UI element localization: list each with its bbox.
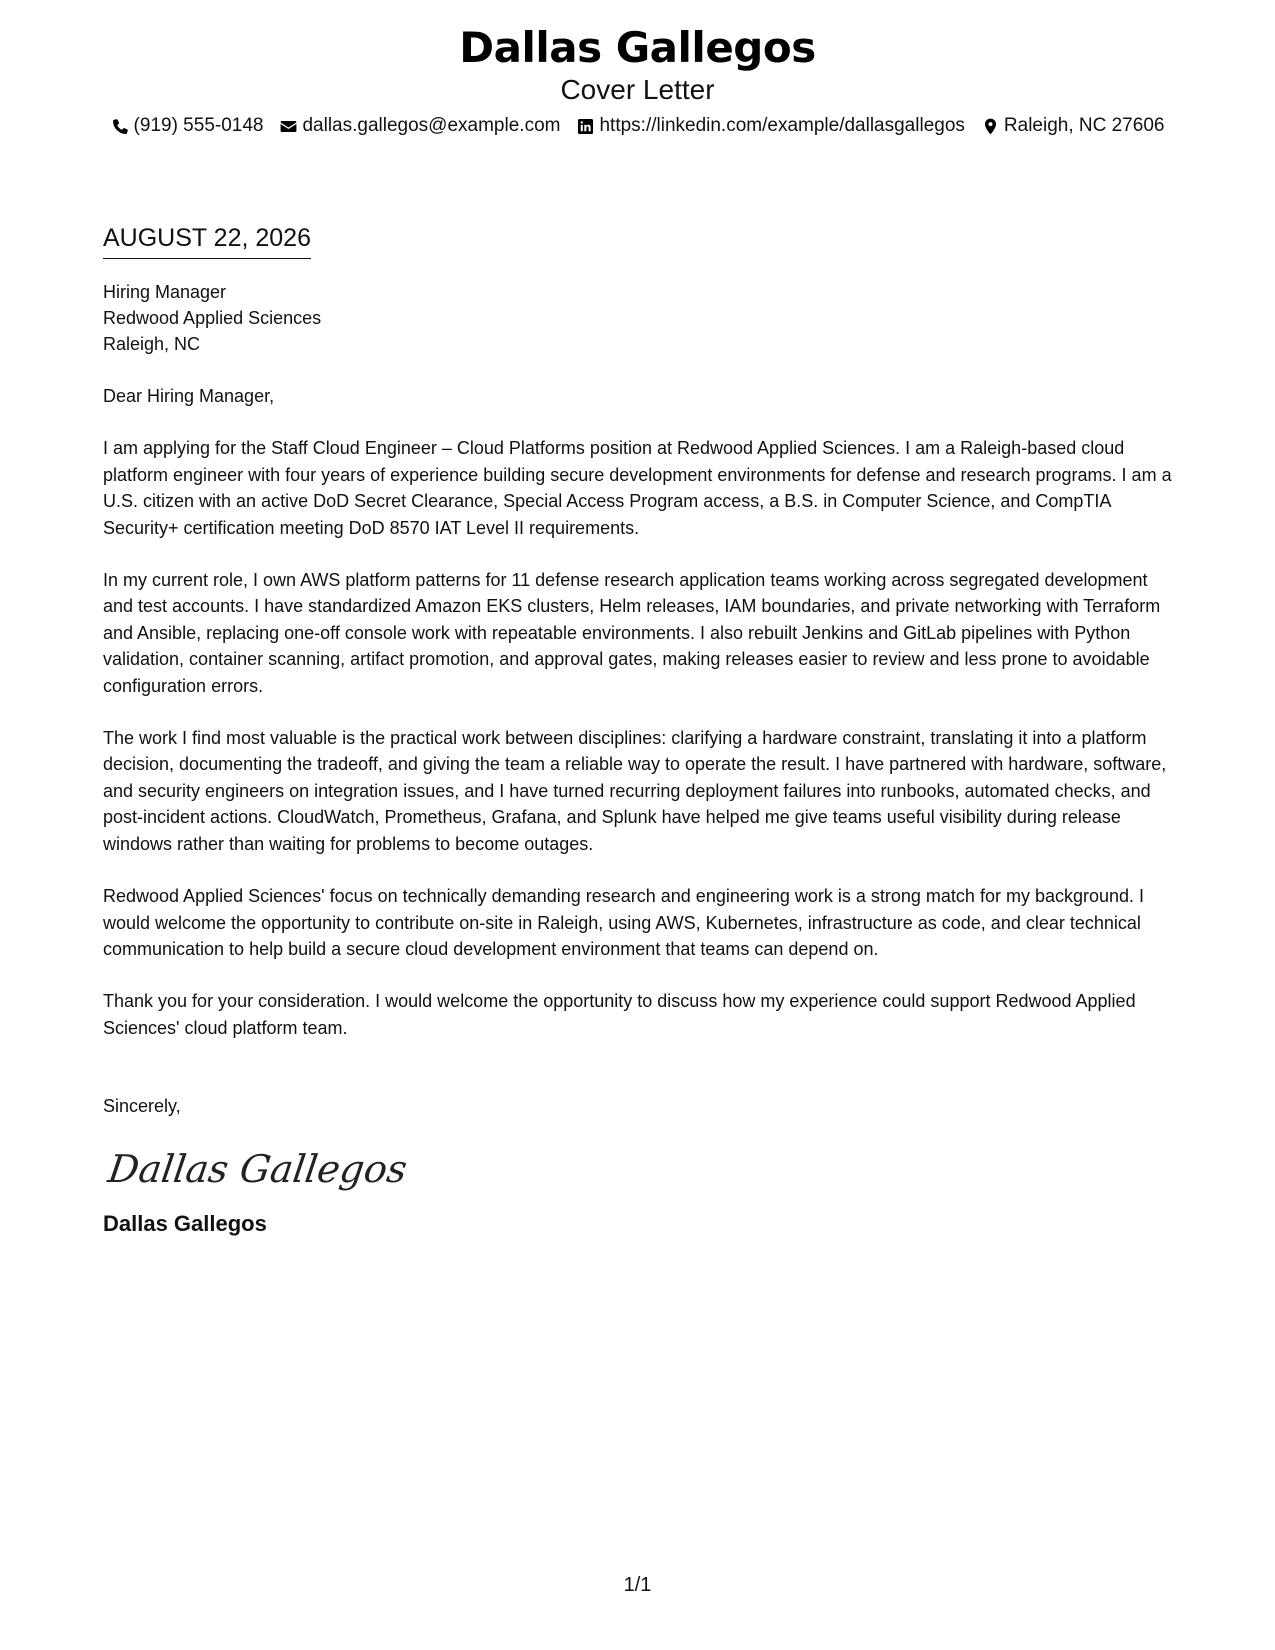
letter-body	[103, 222, 1178, 1238]
signer-name: Dallas Gallegos	[103, 1210, 267, 1236]
document-subtitle: Cover Letter	[560, 74, 715, 105]
recipient-line: Redwood Applied Sciences	[103, 308, 322, 328]
contact-location	[981, 114, 1165, 138]
recipient-line: Hiring Manager	[103, 282, 227, 302]
linkedin-icon	[576, 117, 595, 136]
closing: Sincerely,	[103, 1096, 181, 1117]
contact-email[interactable]	[279, 114, 560, 138]
contact-linkedin[interactable]	[576, 114, 964, 138]
page-number: 1/1	[623, 1574, 652, 1596]
body-paragraph: Redwood Applied Sciences' focus on technically demanding research and engineering work is a strong match for my background. I would welcome the opportunity to contribute on-site in Raleigh, using AWS, Kubernetes, infrastructure as code, and clear technical communication to help build a secure cloud development environment that teams can depend on.	[103, 886, 1145, 959]
applicant-name: Dallas Gallegos	[459, 23, 816, 72]
phone-icon	[111, 117, 130, 136]
letter-date: AUGUST 22, 2026	[103, 222, 311, 259]
recipient-line: Raleigh, NC	[103, 334, 201, 354]
contact-phone[interactable]	[111, 114, 264, 138]
email-text: dallas.gallegos@example.com	[302, 115, 561, 136]
handwritten-signature	[105, 1138, 1178, 1200]
letter-header	[0, 22, 1275, 138]
location-text: Raleigh, NC 27606	[1003, 115, 1165, 136]
salutation: Dear Hiring Manager,	[103, 386, 275, 406]
body-paragraph: The work I find most valuable is the practical work between disciplines: clarifying a hardware constraint, translating it into a platform decision, documenting the tradeoff, and giving the team a reliable way to operate the result. I have partnered with hardware, software, and security engineers on integration issues, and I have turned recurring deployment failures into runbooks, automated checks, and post-incident actions. CloudWatch, Prometheus, Grafana, and Splunk have helped me give teams useful visibility during release windows rather than waiting for problems to become outages.	[103, 728, 1167, 854]
svg-text:Dallas Gallegos: Dallas Gallegos	[105, 1147, 410, 1192]
contact-bar	[0, 114, 1275, 138]
body-paragraph: I am applying for the Staff Cloud Engineer – Cloud Platforms position at Redwood Applied Sciences. I am a Raleigh-based cloud platform engineer with four years of experience building secure development environments for defense and research programs. I am a U.S. citizen with an active DoD Secret Clearance, Special Access Program access, a B.S. in Computer Science, and CompTIA Security+ certification meeting DoD 8570 IAT Level II requirements.	[103, 438, 1172, 538]
envelope-icon	[279, 117, 298, 136]
map-marker-icon	[981, 117, 1000, 136]
body-paragraph: Thank you for your consideration. I would welcome the opportunity to discuss how my experience could support Redwood Applied Sciences' cloud platform team.	[103, 991, 1136, 1038]
recipient-block	[103, 279, 1178, 357]
body-paragraph: In my current role, I own AWS platform patterns for 11 defense research application teams working across segregated development and test accounts. I have standardized Amazon EKS clusters, Helm releases, IAM boundaries, and private networking with Terraform and Ansible, replacing one-off console work with repeatable environments. I also rebuilt Jenkins and GitLab pipelines with Python validation, container scanning, artifact promotion, and approval gates, making releases easier to review and less prone to avoidable configuration errors.	[103, 570, 1161, 696]
phone-text: (919) 555-0148	[133, 115, 264, 136]
linkedin-text: https://linkedin.com/example/dallasgallegos	[599, 115, 965, 136]
